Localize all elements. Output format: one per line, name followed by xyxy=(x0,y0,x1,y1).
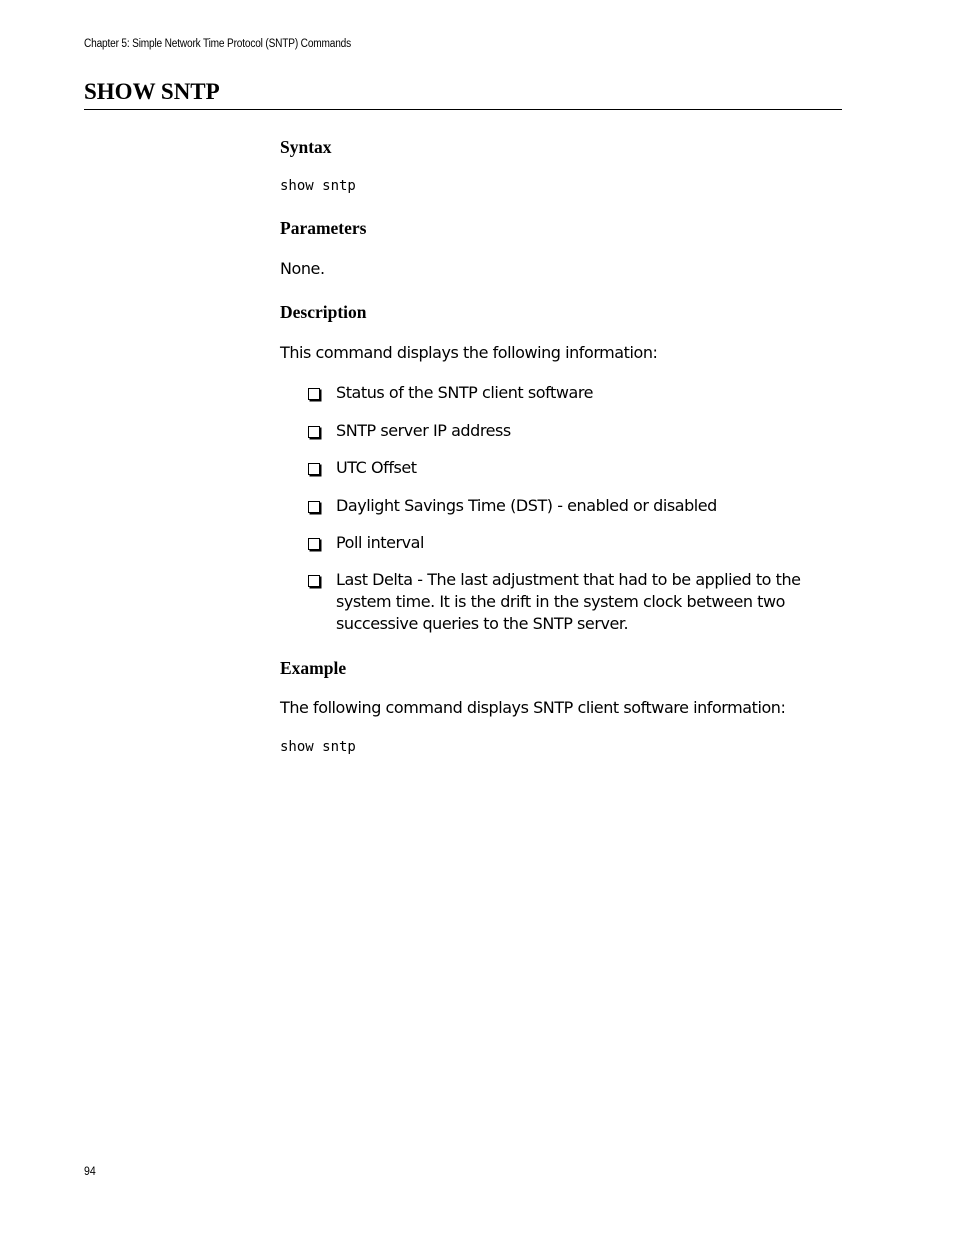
title-rule xyxy=(84,109,842,110)
example-command: show sntp xyxy=(280,739,356,755)
list-item-text: Poll interval xyxy=(336,533,424,552)
checkbox-bullet-icon xyxy=(308,501,320,513)
syntax-heading: Syntax xyxy=(280,137,332,157)
list-item-text: Status of the SNTP client software xyxy=(336,383,593,402)
list-item-text: SNTP server IP address xyxy=(336,421,511,440)
example-text: The following command displays SNTP client software information: xyxy=(280,698,786,717)
list-item-text: Daylight Savings Time (DST) - enabled or disabled xyxy=(336,496,717,515)
list-item-text: Last Delta - The last adjustment that had to be applied to the system time. It is the drift in the system clock between two successive queries to the SNTP server. xyxy=(336,570,801,633)
checkbox-bullet-icon xyxy=(308,575,320,587)
parameters-heading: Parameters xyxy=(280,218,367,238)
example-heading: Example xyxy=(280,658,347,678)
checkbox-bullet-icon xyxy=(308,388,320,400)
checkbox-bullet-icon xyxy=(308,538,320,550)
parameters-text: None. xyxy=(280,259,325,278)
list-item-text: UTC Offset xyxy=(336,458,417,477)
running-header: Chapter 5: Simple Network Time Protocol (SNTP) Commands xyxy=(84,38,352,50)
page-number: 94 xyxy=(84,1164,96,1178)
checkbox-bullet-icon xyxy=(308,463,320,475)
checkbox-bullet-icon xyxy=(308,426,320,438)
section-title: SHOW SNTP xyxy=(84,79,220,104)
description-intro: This command displays the following information: xyxy=(280,343,658,362)
description-heading: Description xyxy=(280,302,367,322)
syntax-command: show sntp xyxy=(280,178,356,194)
